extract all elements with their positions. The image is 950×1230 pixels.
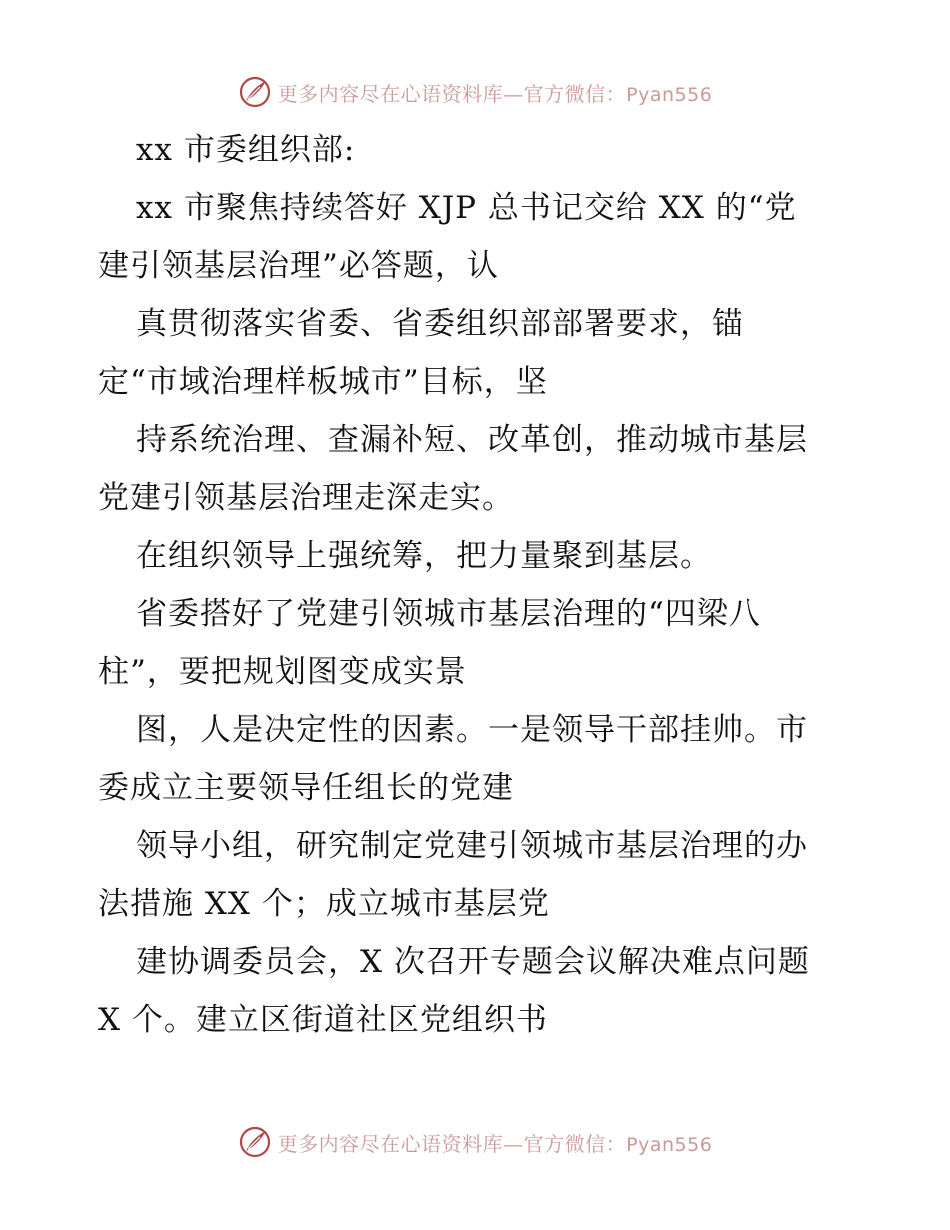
document-line: 法措施 XX 个；成立城市基层党 [98,886,550,922]
document-line: xx 市委组织部: [136,132,356,168]
watermark-label: 官方微信： [523,81,627,106]
watermark-text [278,78,713,107]
document-line: 领导小组，研究制定党建引领城市基层治理的办 [136,828,808,864]
document-line: 建协调委员会，X 次召开专题会议解决难点问题 [136,944,810,980]
document-line: xx 市聚焦持续答好 XJP 总书记交给 XX 的“党 [136,190,797,226]
watermark-account: Pyan556 [626,83,713,106]
document-line: 真贯彻落实省委、省委组织部部署要求，锚 [136,306,744,342]
document-line: 党建引领基层治理走深走实。 [98,480,514,516]
document-line: 委成立主要领导任组长的党建 [98,770,514,806]
watermark-prefix: 更多内容尽在心语资料库 [277,81,504,106]
watermark-text [278,1128,713,1157]
document-line: 图，人是决定性的因素。一是领导干部挂帅。市 [136,712,808,748]
watermark-account: Pyan556 [626,1133,713,1156]
document-line: 建引领基层治理”必答题，认 [98,248,499,284]
watermark-separator: — [503,1131,524,1156]
watermark-label: 官方微信： [523,1131,627,1156]
watermark-separator: — [503,81,524,106]
document-line: 柱”，要把规划图变成实景 [98,654,467,690]
header-watermark [0,72,950,112]
document-line: X 个。建立区街道社区党组织书 [98,1002,548,1038]
document-line: 定“市域治理样板城市”目标，坚 [98,364,548,400]
feather-pen-circle-icon [238,1125,272,1159]
feather-pen-circle-icon [238,75,272,109]
document-line: 持系统治理、查漏补短、改革创，推动城市基层 [136,422,808,458]
document-line: 在组织领导上强统筹，把力量聚到基层。 [136,538,712,574]
footer-watermark [0,1122,950,1162]
document-line: 省委搭好了党建引领城市基层治理的“四梁八 [136,596,761,632]
watermark-prefix: 更多内容尽在心语资料库 [277,1131,504,1156]
